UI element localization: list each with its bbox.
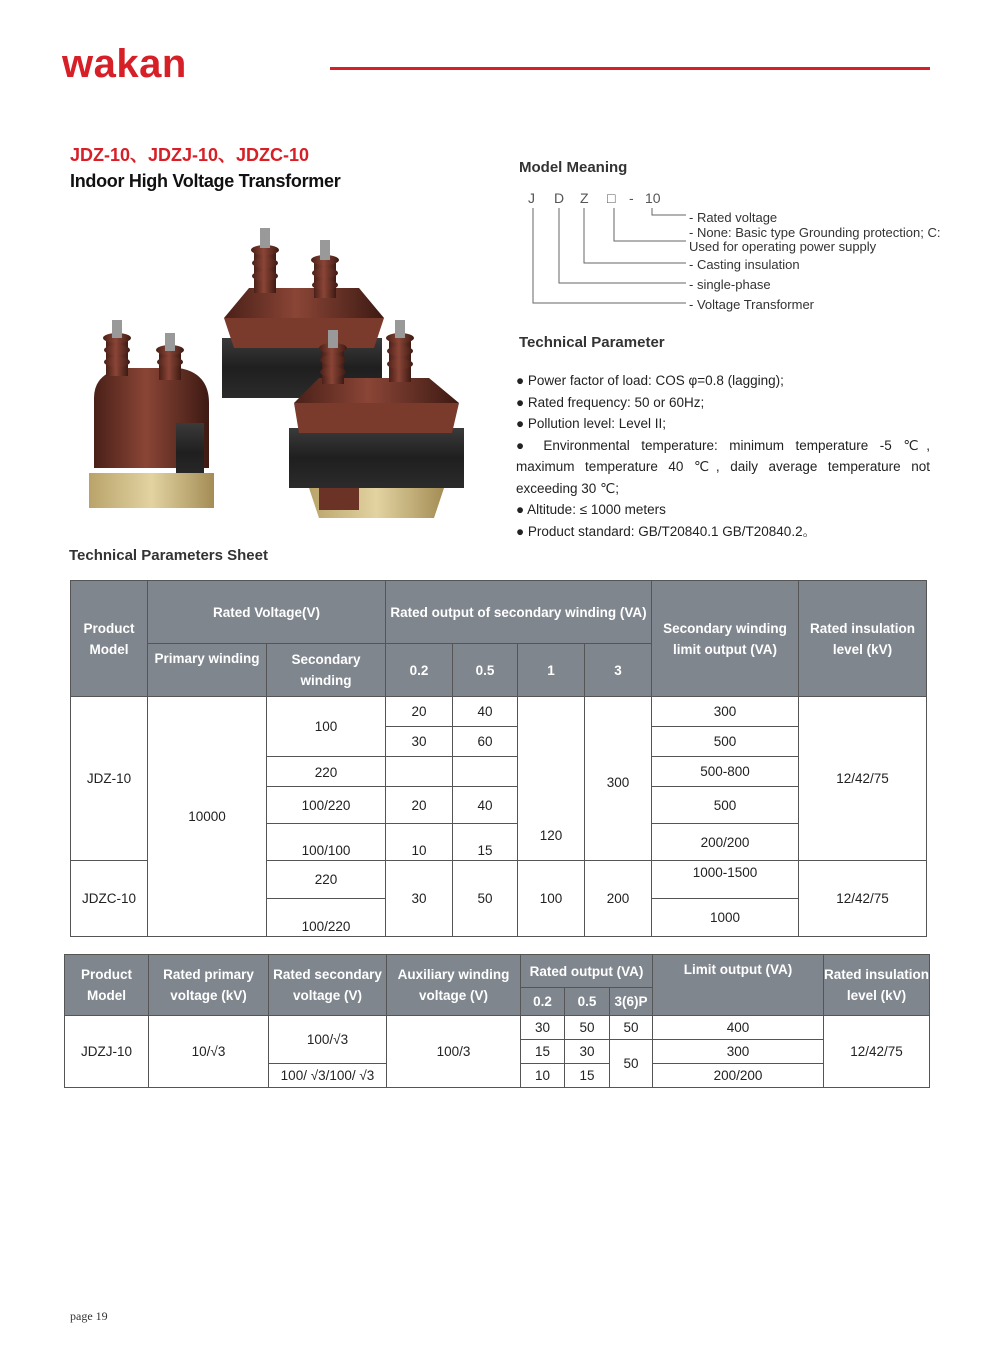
technical-parameter-list bbox=[516, 370, 930, 542]
cell-0-2: 20 bbox=[386, 697, 453, 727]
cell-0-2: 30 bbox=[386, 727, 453, 757]
header-class-0-5: 0.5 bbox=[565, 988, 610, 1016]
transformer-product-photo bbox=[84, 218, 469, 528]
cell-class-1-120: 120 bbox=[518, 697, 585, 861]
parameters-table-jdz-jdzc bbox=[70, 580, 927, 937]
insulation-jdz: 12/42/75 bbox=[799, 697, 927, 861]
rated-secondary-double: 100/ √3/100/ √3 bbox=[269, 1064, 387, 1088]
header-class-0-2: 0.2 bbox=[521, 988, 565, 1016]
header-divider bbox=[330, 67, 930, 70]
code-voltage: 10 bbox=[645, 190, 661, 206]
secondary-220: 220 bbox=[267, 861, 386, 899]
code-letter-j: J bbox=[528, 190, 535, 206]
insulation-jdzc: 12/42/75 bbox=[799, 861, 927, 937]
cell-0-5: 50 bbox=[565, 1016, 610, 1040]
code-letter-z: Z bbox=[580, 190, 589, 206]
header-rated-output: Rated output of secondary winding (VA) bbox=[386, 581, 652, 644]
limit-200-200: 200/200 bbox=[653, 1064, 824, 1088]
cell-0-5: 30 bbox=[565, 1040, 610, 1064]
cell-class-1: 100 bbox=[518, 861, 585, 937]
header-primary-winding: Primary winding bbox=[148, 644, 267, 697]
parameters-sheet-title: Technical Parameters Sheet bbox=[69, 547, 268, 564]
header-class-0-2: 0.2 bbox=[386, 644, 453, 697]
header-class-3: 3 bbox=[585, 644, 652, 697]
param-altitude: ● Altitude: ≤ 1000 meters bbox=[516, 502, 666, 517]
model-meaning-title: Model Meaning bbox=[519, 159, 628, 176]
desc-casting-insulation: - Casting insulation bbox=[689, 257, 800, 272]
rated-secondary-100-sqrt3: 100/√3 bbox=[269, 1016, 387, 1064]
header-class-1: 1 bbox=[518, 644, 585, 697]
cell-0-2: 30 bbox=[386, 861, 453, 937]
header-product-model: Product Model bbox=[71, 581, 148, 697]
header-insulation-level: Rated insulation level (kV) bbox=[799, 581, 927, 697]
header-secondary-winding: Secondary winding bbox=[267, 644, 386, 697]
cell-0-5: 15 bbox=[453, 824, 518, 861]
desc-operating-power: Used for operating power supply bbox=[689, 239, 877, 254]
cell-3-6p: 50 bbox=[610, 1016, 653, 1040]
code-letter-box: □ bbox=[607, 190, 616, 206]
header-rated-voltage: Rated Voltage(V) bbox=[148, 581, 386, 644]
parameters-table-jdzj bbox=[64, 954, 930, 1088]
code-letter-d: D bbox=[554, 190, 565, 206]
header-rated-primary: Rated primary voltage (kV) bbox=[149, 955, 269, 1016]
param-environment-temp-2: maximum temperature 40 ℃, daily average temperature not bbox=[516, 459, 930, 474]
page-number: page 19 bbox=[70, 1309, 108, 1323]
cell-0-5: 40 bbox=[453, 787, 518, 824]
limit-500: 500 bbox=[652, 787, 799, 824]
model-meaning-diagram bbox=[522, 186, 962, 318]
cell-0-5: 40 bbox=[453, 697, 518, 727]
cell-0-5: 15 bbox=[565, 1064, 610, 1088]
technical-parameter-title: Technical Parameter bbox=[519, 334, 665, 351]
rated-primary-value: 10/√3 bbox=[149, 1016, 269, 1088]
product-models-title: JDZ-10、JDZJ-10、JDZC-10 bbox=[70, 145, 310, 165]
header-rated-secondary: Rated secondary voltage (V) bbox=[269, 955, 387, 1016]
param-environment-temp-1: ● Environmental temperature: minimum temperature -5 ℃, bbox=[516, 437, 930, 453]
secondary-100: 100 bbox=[267, 697, 386, 757]
cell-0-2-empty bbox=[386, 757, 453, 787]
desc-rated-voltage: - Rated voltage bbox=[689, 210, 778, 225]
secondary-100-220: 100/220 bbox=[267, 899, 386, 937]
insulation-jdzj: 12/42/75 bbox=[824, 1016, 930, 1088]
cell-0-5: 60 bbox=[453, 727, 518, 757]
limit-1000-1500: 1000-1500 bbox=[652, 861, 799, 899]
limit-500: 500 bbox=[652, 727, 799, 757]
header-class-3-6p: 3(6)P bbox=[610, 988, 653, 1016]
cell-0-5: 50 bbox=[453, 861, 518, 937]
cell-class-3-300: 300 bbox=[585, 697, 652, 861]
auxiliary-voltage: 100/3 bbox=[387, 1016, 521, 1088]
primary-winding-10000: 10000 bbox=[148, 697, 267, 937]
cell-0-2: 30 bbox=[521, 1016, 565, 1040]
desc-voltage-transformer: - Voltage Transformer bbox=[689, 297, 814, 312]
desc-grounding: - None: Basic type Grounding protection; C: bbox=[689, 225, 941, 240]
limit-200-200: 200/200 bbox=[652, 824, 799, 861]
header-product-model: Product Model bbox=[65, 955, 149, 1016]
cell-class-3: 200 bbox=[585, 861, 652, 937]
model-jdzj-10: JDZJ-10 bbox=[65, 1016, 149, 1088]
header-limit-output: Secondary winding limit output (VA) bbox=[652, 581, 799, 697]
limit-300: 300 bbox=[652, 697, 799, 727]
cell-0-2: 20 bbox=[386, 787, 453, 824]
model-jdzc-10: JDZC-10 bbox=[71, 861, 148, 937]
header-limit-output: Limit output (VA) bbox=[653, 955, 824, 1016]
secondary-220: 220 bbox=[267, 757, 386, 787]
brand-logo: wakan bbox=[62, 42, 187, 86]
cell-3-6p: 50 bbox=[610, 1040, 653, 1088]
header-class-0-5: 0.5 bbox=[453, 644, 518, 697]
cell-0-2: 15 bbox=[521, 1040, 565, 1064]
secondary-100-220: 100/220 bbox=[267, 787, 386, 824]
param-pollution-level: ● Pollution level: Level II; bbox=[516, 416, 666, 431]
param-product-standard: ● Product standard: GB/T20840.1 GB/T20840.2。 bbox=[516, 523, 817, 539]
desc-single-phase: - single-phase bbox=[689, 277, 771, 292]
header-insulation-level: Rated insulation level (kV) bbox=[824, 955, 930, 1016]
product-name: Indoor High Voltage Transformer bbox=[70, 171, 341, 191]
limit-500-800: 500-800 bbox=[652, 757, 799, 787]
secondary-100-100: 100/100 bbox=[267, 824, 386, 861]
param-rated-frequency: ● Rated frequency: 50 or 60Hz; bbox=[516, 394, 705, 410]
limit-300: 300 bbox=[653, 1040, 824, 1064]
cell-0-2: 10 bbox=[386, 824, 453, 861]
cell-0-2: 10 bbox=[521, 1064, 565, 1088]
cell-0-5-empty bbox=[453, 757, 518, 787]
header-auxiliary-winding: Auxiliary winding voltage (V) bbox=[387, 955, 521, 1016]
header-rated-output: Rated output (VA) bbox=[521, 955, 653, 988]
param-power-factor: ● Power factor of load: COS φ=0.8 (lagging); bbox=[516, 373, 784, 388]
limit-400: 400 bbox=[653, 1016, 824, 1040]
code-dash: - bbox=[629, 190, 634, 206]
param-environment-temp-3: exceeding 30 ℃; bbox=[516, 480, 619, 496]
model-jdz-10: JDZ-10 bbox=[71, 697, 148, 861]
limit-1000: 1000 bbox=[652, 899, 799, 937]
